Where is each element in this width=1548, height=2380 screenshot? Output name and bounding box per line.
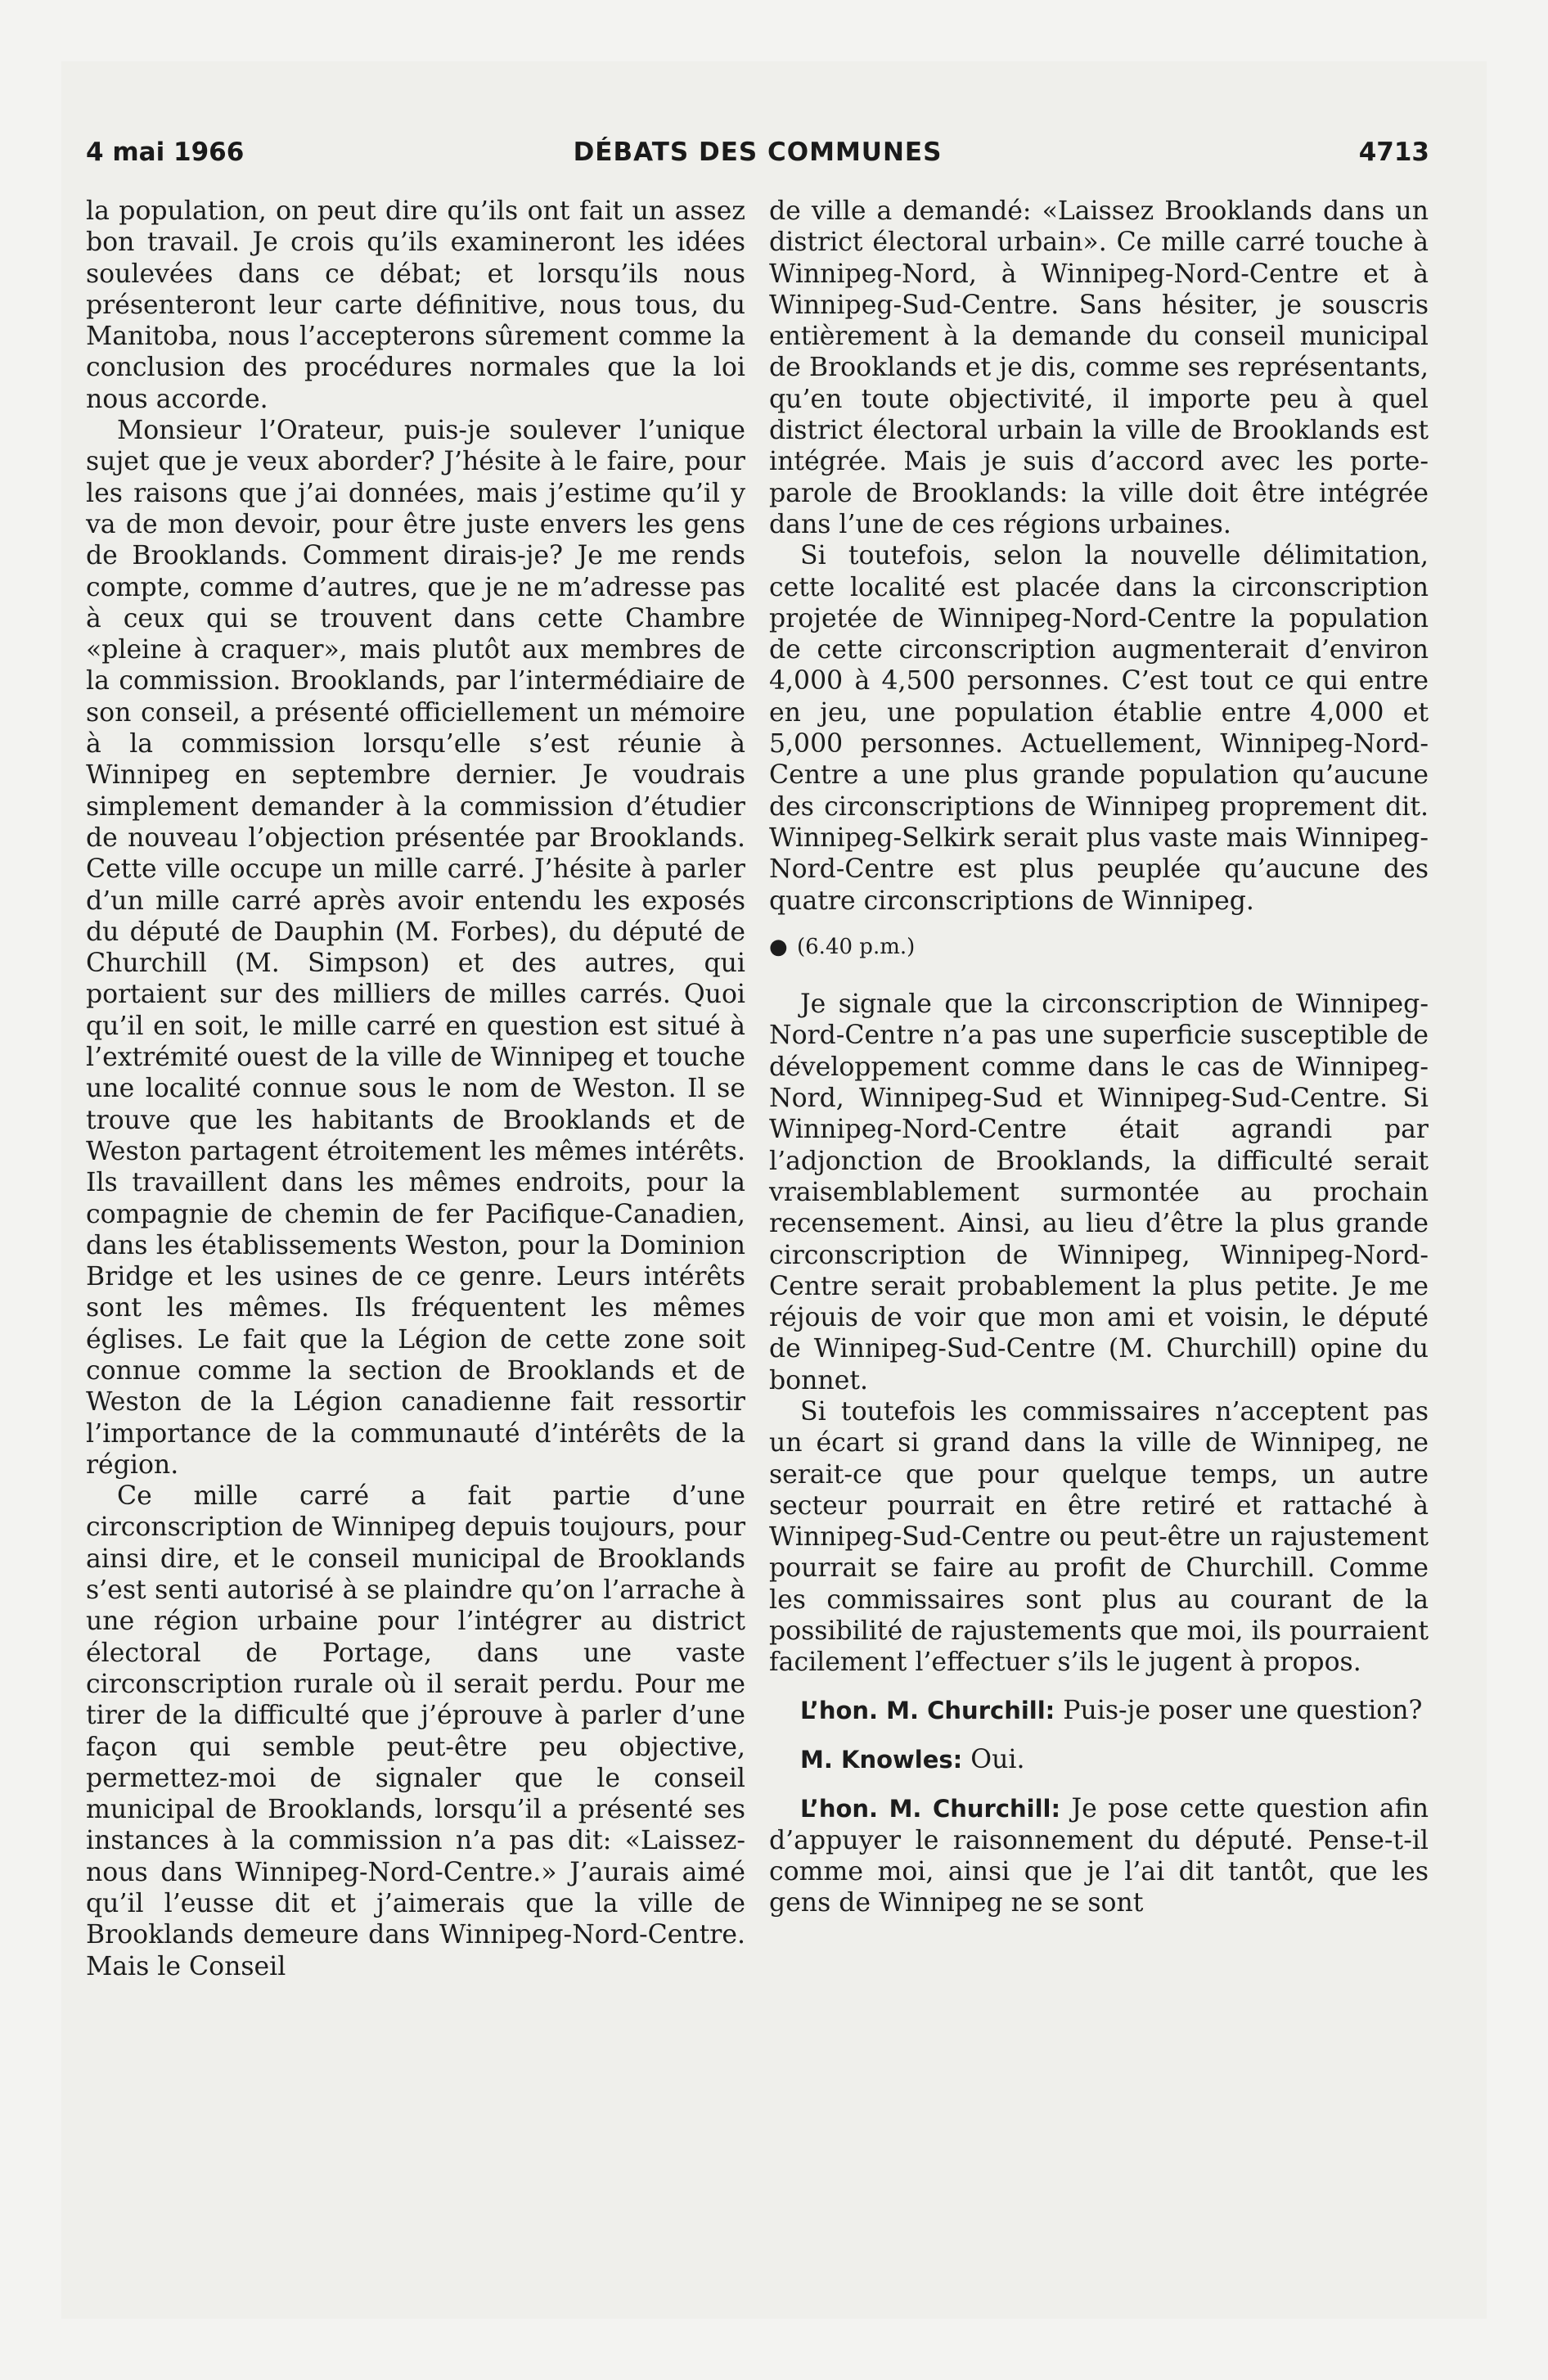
speech-paragraph [769,1695,1429,1726]
header-title: DÉBATS DES COMMUNES [573,137,943,167]
right-column [769,196,1429,1918]
paragraph: Ce mille carré a fait partie d’une circonscription de Winnipeg depuis toujours, pour ainsi dire, et le conseil municipal de Brooklands s’est senti autorisé à se plaindre qu’on l’arrache à une région urbaine pour l’intégrer au district électoral de Portage, dans une vaste circonscription rurale où il serait perdu. Pour me tirer de la difficulté que j’éprouve à parler d’une façon qui semble peut-être peu objective, permettez-moi de signaler que le conseil municipal de Brooklands, lorsqu’il a présenté ses instances à la commission n’a pas dit: «Laissez-nous dans Winnipeg-Nord-Centre.» J’aurais aimé qu’il l’eusse dit et j’aimerais que la ville de Brooklands demeure dans Winnipeg-Nord-Centre. Mais le Conseil [86,1481,745,1981]
paragraph: Monsieur l’Orateur, puis-je soulever l’unique sujet que je veux aborder? J’hésite à le faire, pour les raisons que j’ai données, mais j’estime qu’il y va de mon devoir, pour être juste envers les gens de Brooklands. Comment dirais-je? Je me rends compte, comme d’autres, que je ne m’adresse pas à ceux qui se trouvent dans cette Chambre «pleine à craquer», mais plutôt aux membres de la commission. Brooklands, par l’intermédiaire de son conseil, a présenté officiellement un mémoire à la commission lorsqu’elle s’est réunie à Winnipeg en septembre dernier. Je voudrais simplement demander à la commission d’étudier de nouveau l’objection présentée par Brooklands. Cette ville occupe un mille carré. J’hésite à parler d’un mille carré après avoir entendu les exposés du député de Dauphin (M. Forbes), du député de Churchill (M. Simpson) et des autres, qui portaient sur des milliers de milles carrés. Quoi qu’il en soit, le mille carré en question est situé à l’extrémité ouest de la ville de Winnipeg et touche une localité connue sous le nom de Weston. Il se trouve que les habitants de Brooklands et de Weston partagent étroitement les mêmes intérêts. Ils travaillent dans les mêmes endroits, pour la compagnie de chemin de fer Pacifique-Canadien, dans les établissements Weston, pour la Dominion Bridge et les usines de ce genre. Leurs intérêts sont les mêmes. Ils fréquentent les mêmes églises. Le fait que la Légion de cette zone soit connue comme la section de Brooklands et de Weston de la Légion canadienne fait ressortir l’importance de la communauté d’intérêts de la région. [86,416,745,1480]
paragraph: de ville a demandé: «Laissez Brooklands dans un district électoral urbain». Ce mille carré touche à Winnipeg-Nord, à Winnipeg-Nord-Centre et à Winnipeg-Sud-Centre. Sans hésiter, je souscris entièrement à la demande du conseil municipal de Brooklands et je dis, comme ses représentants, qu’en toute objectivité, il importe peu à quel district électoral urbain la ville de Brooklands est intégrée. Mais je suis d’accord avec les porte-parole de Brooklands: la ville doit être intégrée dans l’une de ces régions urbaines. [769,196,1429,539]
page-header [86,137,1429,178]
paragraph: Si toutefois, selon la nouvelle délimitation, cette localité est placée dans la circonscription projetée de Winnipeg-Nord-Centre la population de cette circonscription augmenterait d’environ 4,000 à 4,500 personnes. C’est tout ce qui entre en jeu, une population établie entre 4,000 et 5,000 personnes. Actuellement, Winnipeg-Nord-Centre a une plus grande population qu’aucune des circonscriptions de Winnipeg proprement dit. Winnipeg-Selkirk serait plus vaste mais Winnipeg-Nord-Centre est plus peuplée qu’aucune des quatre circonscriptions de Winnipeg. [769,541,1429,916]
paragraph: Je signale que la circonscription de Winnipeg-Nord-Centre n’a pas une superficie susceptible de développement comme dans le cas de Winnipeg-Nord, Winnipeg-Sud et Winnipeg-Sud-Centre. Si Winnipeg-Nord-Centre était agrandi par l’adjonction de Brooklands, la difficulté serait vraisemblablement surmontée au prochain recensement. Ainsi, au lieu d’être la plus grande circonscription de Winnipeg, Winnipeg-Nord-Centre serait probablement la plus petite. Je me réjouis de voir que mon ami et voisin, le député de Winnipeg-Sud-Centre (M. Churchill) opine du bonnet. [769,989,1429,1395]
time-marker [769,931,1429,962]
bullet-icon: ● [769,934,788,959]
page-number: 4713 [1358,137,1429,167]
speech-text: Puis-je poser une question? [1055,1695,1423,1725]
speech-text: Oui. [962,1744,1025,1774]
speaker-name: M. Knowles: [800,1745,963,1774]
header-date: 4 mai 1966 [86,137,245,167]
paragraph: Si toutefois les commissaires n’acceptent pas un écart si grand dans la ville de Winnipeg, ne serait-ce que pour quelque temps, un autre secteur pourrait en être retiré et rattaché à Winnipeg-Sud-Centre ou peut-être un rajustement pourrait se faire au profit de Churchill. Comme les commissaires sont plus au courant de la possibilité de rajustements que moi, ils pourraient facilement l’effectuer s’ils le jugent à propos. [769,1396,1429,1678]
speech-text: Je pose cette question afin d’appuyer le raisonnement du député. Pense-t-il comme moi, ainsi que je l’ai dit tantôt, que les gens de Winnipeg ne se sont [769,1794,1429,1918]
speaker-name: L’hon. M. Churchill: [800,1696,1055,1724]
speech-paragraph [769,1744,1429,1775]
speech-paragraph [769,1793,1429,1918]
paragraph: la population, on peut dire qu’ils ont fait un assez bon travail. Je crois qu’ils examineront les idées soulevées dans ce débat; et lorsqu’ils nous présenteront leur carte définitive, nous tous, du Manitoba, nous l’accepterons sûrement comme la conclusion des procédures normales que la loi nous accorde. [86,196,745,414]
left-column [86,196,745,1982]
speaker-name: L’hon. M. Churchill: [800,1795,1061,1823]
time-stamp: (6.40 p.m.) [797,934,916,959]
